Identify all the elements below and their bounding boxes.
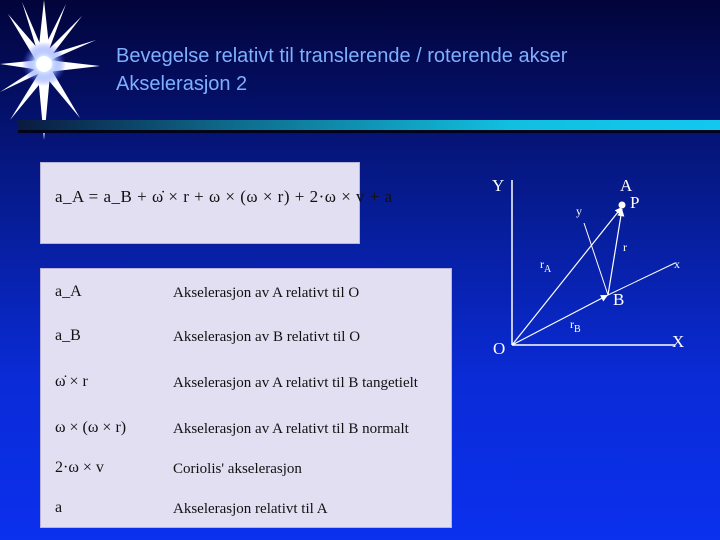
definition-symbol: a xyxy=(55,499,63,516)
title-divider-shadow xyxy=(18,130,720,133)
definitions-panel xyxy=(40,268,452,528)
definition-row xyxy=(41,491,453,527)
label-Y: Y xyxy=(492,176,505,195)
equation-panel xyxy=(40,162,393,244)
label-O: O xyxy=(493,339,506,358)
label-r: r xyxy=(623,240,627,254)
label-B: B xyxy=(613,290,625,309)
definition-symbol: a_B xyxy=(55,327,81,344)
definition-symbol: ω̇ × r xyxy=(55,373,88,390)
starburst-logo-icon xyxy=(0,0,100,140)
label-x: x xyxy=(674,257,680,271)
slide-title-line1: Bevegelse relativt til translerende / roterende akser xyxy=(116,45,568,67)
definition-row xyxy=(41,275,453,311)
definition-symbol: 2·ω × v xyxy=(55,459,104,476)
label-A: A xyxy=(620,176,633,195)
local-y-axis xyxy=(584,223,608,295)
definition-row xyxy=(41,451,453,487)
label-X: X xyxy=(672,332,685,351)
slide-title xyxy=(116,42,567,98)
definition-text: Akselerasjon av A relativt til B tangetielt xyxy=(173,375,418,391)
acceleration-equation: a_A = a_B + ω̇ × r + ω × (ω × r) + 2·ω × v + a xyxy=(55,187,393,206)
label-rA: $r_A$ xyxy=(540,257,552,275)
vector-diagram xyxy=(460,165,720,365)
label-y: y xyxy=(576,204,582,218)
label-P: P xyxy=(630,193,640,212)
vector-rB xyxy=(512,295,608,345)
definition-text: Akselerasjon av B relativt til O xyxy=(173,329,361,345)
vector-rA xyxy=(512,207,625,345)
definition-symbol: ω × (ω × r) xyxy=(55,419,127,436)
definition-text: Akselerasjon av A relativt til O xyxy=(173,285,360,301)
slide-title-line2: Akselerasjon 2 xyxy=(116,73,248,95)
definition-text: Akselerasjon relativt til A xyxy=(173,501,328,517)
definition-row xyxy=(41,365,453,401)
definition-text: Coriolis' akselerasjon xyxy=(173,461,302,477)
point-P xyxy=(619,202,626,209)
title-divider xyxy=(18,120,720,130)
definition-text: Akselerasjon av A relativt til B normalt xyxy=(173,421,409,437)
definition-row xyxy=(41,319,453,355)
label-rB: $r_B$ xyxy=(570,317,581,335)
definition-symbol: a_A xyxy=(55,283,82,300)
definition-row xyxy=(41,411,453,447)
